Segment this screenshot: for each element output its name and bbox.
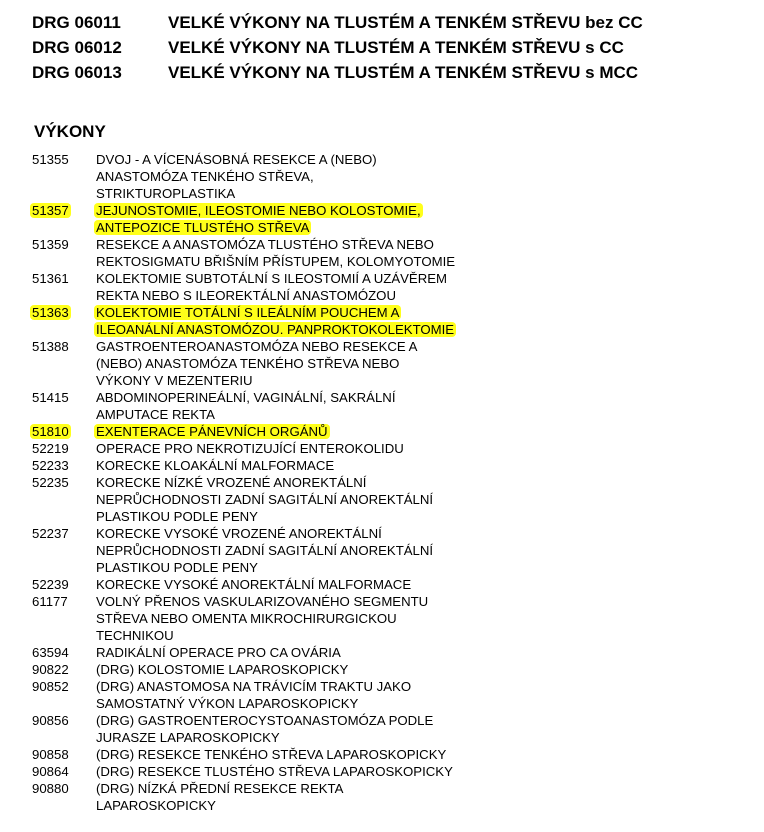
procedure-description-text: RESEKCE A ANASTOMÓZA TLUSTÉHO STŘEVA NEBO REKTOSIGMATU BŘIŠNÍM PŘÍSTUPEM, KOLOMYOTOMIE: [96, 237, 456, 269]
procedure-code: [32, 270, 96, 304]
procedure-code: [32, 151, 96, 202]
procedure-description: [96, 440, 526, 457]
procedure-row: [32, 270, 526, 304]
procedure-description: [96, 576, 526, 593]
procedure-description-text: (DRG) ANASTOMOSA NA TRÁVICÍM TRAKTU JAKO SAMOSTATNÝ VÝKON LAPAROSKOPICKY: [96, 679, 412, 711]
procedure-description-text: (DRG) GASTROENTEROCYSTOANASTOMÓZA PODLE JURASZE LAPAROSKOPICKY: [96, 713, 434, 745]
procedure-description-text: VOLNÝ PŘENOS VASKULARIZOVANÉHO SEGMENTU STŘEVA NEBO OMENTA MIKROCHIRURGICKOU TECHNIKOU: [96, 594, 429, 643]
procedure-description: [96, 389, 526, 423]
procedure-code: [32, 389, 96, 423]
procedure-description: [96, 525, 526, 576]
procedure-code-text: 61177: [32, 594, 68, 609]
procedure-description-text: (DRG) KOLOSTOMIE LAPAROSKOPICKY: [96, 662, 349, 677]
procedure-code-text: 51810: [32, 424, 69, 439]
procedure-code: [32, 338, 96, 389]
procedure-row: [32, 525, 526, 576]
procedure-description-text: KORECKE VYSOKÉ ANOREKTÁLNÍ MALFORMACE: [96, 577, 412, 592]
procedure-code-text: 51361: [32, 271, 69, 286]
procedure-row: [32, 644, 526, 661]
procedure-description-text: JEJUNOSTOMIE, ILEOSTOMIE NEBO KOLOSTOMIE, ANTEPOZICE TLUSTÉHO STŘEVA: [96, 203, 421, 235]
procedure-code: [32, 593, 96, 644]
procedure-description: [96, 270, 526, 304]
procedure-code-text: 90856: [32, 713, 69, 728]
procedure-row: [32, 780, 526, 814]
procedure-code: [32, 423, 96, 440]
procedure-code: [32, 661, 96, 678]
procedure-list: [32, 151, 526, 814]
procedure-row: [32, 661, 526, 678]
procedure-description: [96, 678, 526, 712]
procedure-code-text: 63594: [32, 645, 69, 660]
procedure-description: [96, 780, 526, 814]
procedure-description-text: KOLEKTOMIE TOTÁLNÍ S ILEÁLNÍM POUCHEM A ILEOANÁLNÍ ANASTOMÓZOU. PANPROKTOKOLEKTOMIE: [96, 305, 455, 337]
procedure-code: [32, 780, 96, 814]
procedure-description: [96, 151, 526, 202]
section-title: VÝKONY: [34, 122, 106, 141]
procedure-code: [32, 202, 96, 236]
procedure-row: [32, 440, 526, 457]
procedure-code: [32, 644, 96, 661]
drg-title: VELKÉ VÝKONY NA TLUSTÉM A TENKÉM STŘEVU s MCC: [168, 63, 639, 82]
drg-row: [32, 60, 643, 85]
procedure-code-text: 90880: [32, 781, 69, 796]
procedure-row: [32, 474, 526, 525]
procedure-code: [32, 525, 96, 576]
procedure-description-text: KORECKE NÍZKÉ VROZENÉ ANOREKTÁLNÍ NEPRŮCHODNOSTI ZADNÍ SAGITÁLNÍ ANOREKTÁLNÍ PLASTIKOU PODLE PENY: [96, 475, 434, 524]
procedure-description-text: DVOJ - A VÍCENÁSOBNÁ RESEKCE A (NEBO) ANASTOMÓZA TENKÉHO STŘEVA, STRIKTUROPLASTIKA: [96, 152, 377, 201]
procedure-code: [32, 474, 96, 525]
procedure-row: [32, 678, 526, 712]
procedure-row: [32, 151, 526, 202]
procedure-description-text: GASTROENTEROANASTOMÓZA NEBO RESEKCE A (NEBO) ANASTOMÓZA TENKÉHO STŘEVA NEBO VÝKONY V MEZENTERIU: [96, 339, 418, 388]
procedure-description: [96, 746, 526, 763]
drg-header: [32, 10, 643, 85]
procedure-description: [96, 644, 526, 661]
procedure-code-text: 52239: [32, 577, 69, 592]
procedure-description: [96, 712, 526, 746]
drg-code: DRG 06012: [32, 38, 122, 57]
procedure-description-text: KORECKE VYSOKÉ VROZENÉ ANOREKTÁLNÍ NEPRŮCHODNOSTI ZADNÍ SAGITÁLNÍ ANOREKTÁLNÍ PLASTIKOU PODLE PENY: [96, 526, 434, 575]
procedure-description-text: (DRG) NÍZKÁ PŘEDNÍ RESEKCE REKTA LAPAROSKOPICKY: [96, 781, 344, 813]
procedure-row: [32, 712, 526, 746]
procedure-code-text: 52233: [32, 458, 69, 473]
procedure-description: [96, 304, 526, 338]
procedure-code: [32, 576, 96, 593]
procedure-description-text: (DRG) RESEKCE TLUSTÉHO STŘEVA LAPAROSKOPICKY: [96, 764, 453, 779]
procedure-code-text: 51415: [32, 390, 69, 405]
drg-title: VELKÉ VÝKONY NA TLUSTÉM A TENKÉM STŘEVU s CC: [168, 38, 624, 57]
drg-code: DRG 06011: [32, 13, 121, 32]
procedure-description-text: EXENTERACE PÁNEVNÍCH ORGÁNŮ: [96, 424, 328, 439]
procedure-code-text: 90864: [32, 764, 69, 779]
procedure-description: [96, 338, 526, 389]
procedure-code-text: 51388: [32, 339, 69, 354]
drg-row: [32, 35, 643, 60]
procedure-code: [32, 304, 96, 338]
procedure-code: [32, 678, 96, 712]
procedure-row: [32, 576, 526, 593]
procedure-description-text: RADIKÁLNÍ OPERACE PRO CA OVÁRIA: [96, 645, 341, 660]
procedure-description: [96, 202, 526, 236]
procedure-row: [32, 423, 526, 440]
procedure-description-text: ABDOMINOPERINEÁLNÍ, VAGINÁLNÍ, SAKRÁLNÍ AMPUTACE REKTA: [96, 390, 396, 422]
procedure-row: [32, 338, 526, 389]
procedure-row: [32, 763, 526, 780]
procedure-code-text: 51355: [32, 152, 69, 167]
procedure-description: [96, 423, 526, 440]
procedure-code-text: 51357: [32, 203, 69, 218]
procedure-code: [32, 236, 96, 270]
procedure-row: [32, 202, 526, 236]
procedure-description: [96, 236, 526, 270]
procedure-code: [32, 440, 96, 457]
procedure-description: [96, 474, 526, 525]
procedure-code: [32, 763, 96, 780]
procedure-row: [32, 457, 526, 474]
procedure-row: [32, 236, 526, 270]
drg-title: VELKÉ VÝKONY NA TLUSTÉM A TENKÉM STŘEVU bez CC: [168, 13, 643, 32]
procedure-code-text: 52219: [32, 441, 69, 456]
procedure-code: [32, 746, 96, 763]
procedure-description-text: KORECKE KLOAKÁLNÍ MALFORMACE: [96, 458, 335, 473]
procedure-row: [32, 304, 526, 338]
procedure-description: [96, 593, 526, 644]
procedure-code-text: 51359: [32, 237, 69, 252]
procedure-row: [32, 593, 526, 644]
procedure-description: [96, 661, 526, 678]
drg-code: DRG 06013: [32, 63, 122, 82]
procedure-code-text: 90852: [32, 679, 69, 694]
procedure-description-text: (DRG) RESEKCE TENKÉHO STŘEVA LAPAROSKOPICKY: [96, 747, 447, 762]
procedure-description-text: KOLEKTOMIE SUBTOTÁLNÍ S ILEOSTOMIÍ A UZÁVĚREM REKTA NEBO S ILEOREKTÁLNÍ ANASTOMÓZOU: [96, 271, 448, 303]
drg-row: [32, 10, 643, 35]
procedure-code: [32, 457, 96, 474]
procedure-code-text: 52235: [32, 475, 69, 490]
procedure-description: [96, 457, 526, 474]
procedure-row: [32, 746, 526, 763]
procedure-code: [32, 712, 96, 746]
procedure-code-text: 90858: [32, 747, 69, 762]
procedure-row: [32, 389, 526, 423]
procedure-description: [96, 763, 526, 780]
procedure-code-text: 52237: [32, 526, 69, 541]
procedure-code-text: 51363: [32, 305, 69, 320]
procedure-description-text: OPERACE PRO NEKROTIZUJÍCÍ ENTEROKOLIDU: [96, 441, 404, 456]
procedure-code-text: 90822: [32, 662, 69, 677]
